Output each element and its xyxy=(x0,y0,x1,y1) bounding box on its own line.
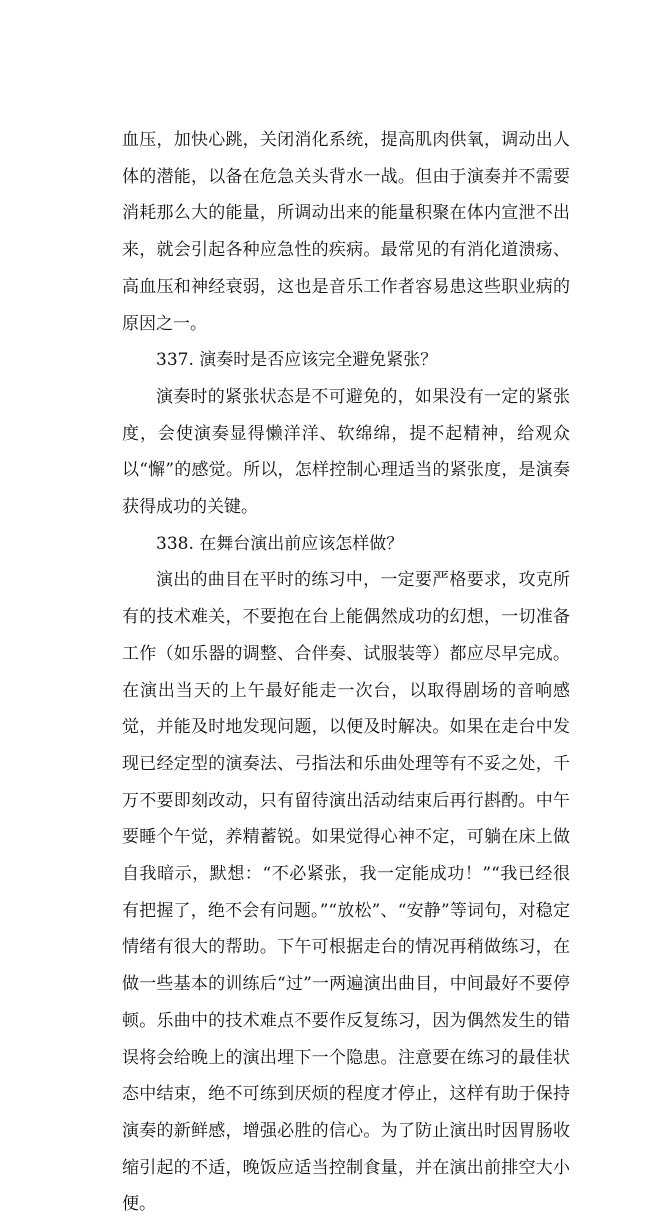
question-heading-338: 338. 在舞台演出前应该怎样做？ xyxy=(156,533,404,554)
paragraph-body-1: 血压，加快心跳，关闭消化系统，提高肌肉供氧，调动出人体的潜能，以备在危急关头背水一战。但由于演奏并不需要消耗那么大的能量，所调动出来的能量积聚在体内宣泄不出来，就会引起各种应急性的疾病。最常见的有消化道溃疡、高血压和神经衰弱，这也是音乐工作者容易患这些职业病的原因之一。 xyxy=(122,130,570,334)
question-heading-337: 337. 演奏时是否应该完全避免紧张？ xyxy=(156,350,438,371)
paragraph-body-3: 演出的曲目在平时的练习中，一定要严格要求，攻克所有的技术难关，不要抱在台上能偶然成功的幻想，一切准备工作（如乐器的调整、合伴奏、试服装等）都应尽早完成。在演出当天的上午最好能走一次台，以取得剧场的音响感觉，并能及时地发现问题，以便及时解决。如果在走台中发现已经定型的演奏法、弓指法和乐曲处理等有不妥之处，千万不要即刻改动，只有留待演出活动结束后再行斟酌。中午要睡个午觉，养精蓄锐。如果觉得心神不定，可躺在床上做自我暗示，默想：“不必紧张，我一定能成功！”“我已经很有把握了，绝不会有问题。”“放松”、“安静”等词句，对稳定情绪有很大的帮助。下午可根据走台的情况再稍做练习，在做一些基本的训练后“过”一两遍演出曲目，中间最好不要停顿。乐曲中的技术难点不要作反复练习，因为偶然发生的错误将会给晚上的演出埋下一个隐患。注意要在练习的最佳状态中结束，绝不可练到厌烦的程度才停止，这样有助于保持演奏的新鲜感，增强必胜的信心。为了防止演出时因胃肠收缩引起的不适，晚饭应适当控制食量，并在演出前排空大小便。 xyxy=(122,570,570,1215)
paragraph-body-2: 演奏时的紧张状态是不可避免的，如果没有一定的紧张度，会使演奏显得懒洋洋、软绵绵，提不起精神，给观众以“懈”的感觉。所以，怎样控制心理适当的紧张度，是演奏获得成功的关键。 xyxy=(122,386,570,518)
document-page xyxy=(122,122,570,1223)
